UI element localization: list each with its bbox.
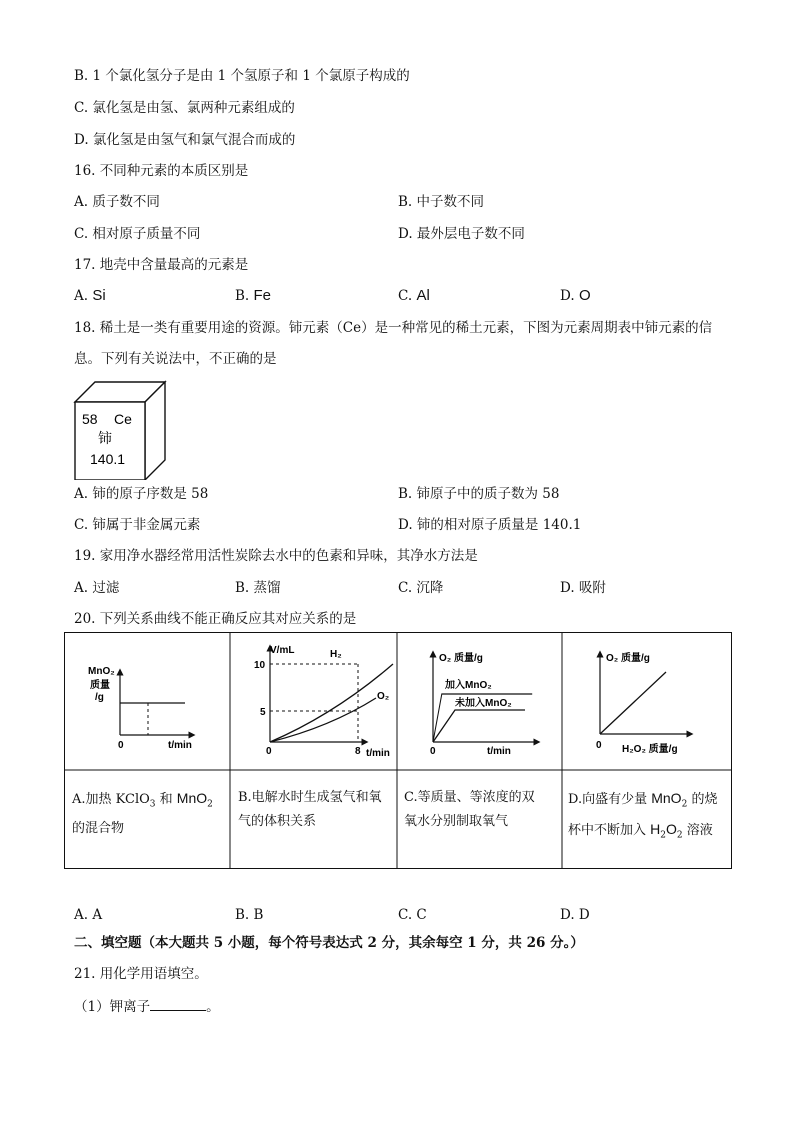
- q16-stem: 16. 不同种元素的本质区别是: [74, 163, 249, 179]
- svg-text:未加入MnO₂: 未加入MnO₂: [455, 698, 512, 709]
- svg-text:H₂: H₂: [330, 649, 342, 660]
- element-symbol: Ce: [114, 411, 132, 427]
- q21-stem: 21. 用化学用语填空。: [74, 966, 208, 982]
- svg-text:0: 0: [118, 740, 124, 751]
- graph-c-line-without-mno2: [433, 710, 525, 742]
- graph-c-caption: C.等质量、等浓度的双 氧水分别制取氧气: [404, 790, 535, 829]
- svg-text:0: 0: [596, 740, 602, 751]
- q18-stem-line2: 息。下列有关说法中，不正确的是: [74, 351, 277, 367]
- q17-stem: 17. 地壳中含量最高的元素是: [74, 257, 249, 273]
- element-number: 58: [82, 411, 98, 427]
- q21-part1: （1）钾离子 。: [74, 999, 220, 1015]
- answer-blank[interactable]: [150, 998, 206, 1011]
- q15-option-c: C. 氯化氢是由氢、氯两种元素组成的: [74, 100, 295, 116]
- q19-option-d: D. 吸附: [560, 580, 606, 596]
- q16-option-a: A. 质子数不同: [74, 194, 160, 210]
- graph-b-h2-curve: [270, 664, 393, 742]
- q17-option-a: A. Si: [74, 287, 106, 304]
- q16-option-b: B. 中子数不同: [398, 194, 485, 210]
- svg-text:t/min: t/min: [487, 746, 511, 757]
- svg-text:/g: /g: [95, 692, 104, 703]
- svg-text:V/mL: V/mL: [270, 645, 295, 656]
- q19-option-b: B. 蒸馏: [235, 580, 281, 596]
- q20-option-d: D. D: [560, 907, 590, 923]
- q18-option-d: D. 铈的相对原子质量是 140.1: [398, 517, 582, 533]
- q20-option-a: A. A: [74, 907, 103, 923]
- svg-text:t/min: t/min: [366, 748, 390, 759]
- q16-option-d: D. 最外层电子数不同: [398, 226, 525, 242]
- svg-text:O₂ 质量/g: O₂ 质量/g: [439, 653, 483, 664]
- svg-text:加入MnO₂: 加入MnO₂: [445, 680, 492, 691]
- svg-text:t/min: t/min: [168, 740, 192, 751]
- cerium-element-cube: [70, 380, 170, 480]
- graph-d: [562, 632, 732, 770]
- q17-option-d: D. O: [560, 287, 591, 304]
- svg-text:质量: 质量: [90, 680, 110, 691]
- q18-option-c: C. 铈属于非金属元素: [74, 517, 201, 533]
- svg-text:0: 0: [266, 746, 272, 757]
- section2-title: 二、填空题（本大题共 5 小题，每个符号表达式 2 分，其余每空 1 分，共 26 分。）: [74, 935, 584, 951]
- graph-a-caption: A.加热 KClO$_3$ 和 MnO$_2$ 的混合物: [72, 790, 213, 836]
- q15-option-d: D. 氯化氢是由氢气和氯气混合而成的: [74, 132, 296, 148]
- svg-text:O₂ 质量/g: O₂ 质量/g: [606, 653, 650, 664]
- q15-option-b: B. 1 个氯化氢分子是由 1 个氢原子和 1 个氯原子构成的: [74, 68, 410, 84]
- element-mass: 140.1: [90, 451, 126, 467]
- graph-b: [230, 632, 397, 770]
- svg-text:O₂: O₂: [377, 691, 390, 702]
- svg-text:5: 5: [260, 707, 266, 718]
- svg-text:MnO₂: MnO₂: [88, 666, 115, 677]
- svg-text:H₂O₂ 质量/g: H₂O₂ 质量/g: [622, 744, 678, 755]
- q18-option-b: B. 铈原子中的质子数为 58: [398, 486, 560, 502]
- q16-option-c: C. 相对原子质量不同: [74, 226, 201, 242]
- q17-option-c: C. Al: [398, 287, 430, 304]
- element-name: 铈: [98, 430, 112, 446]
- q17-option-b: B. Fe: [235, 287, 272, 304]
- graph-a: [64, 632, 230, 770]
- svg-text:0: 0: [430, 746, 436, 757]
- graph-d-caption: D.向盛有少量 MnO$_2$ 的烧 杯中不断加入 $H_2O_2$ 溶液: [568, 790, 718, 841]
- q18-option-a: A. 铈的原子序数是 58: [74, 486, 209, 502]
- graph-b-caption: B.电解水时生成氢气和氧 气的体积关系: [238, 790, 382, 829]
- q20-stem: 20. 下列关系曲线不能正确反应其对应关系的是: [74, 611, 357, 627]
- q20-option-c: C. C: [398, 907, 427, 923]
- q19-stem: 19. 家用净水器经常用活性炭除去水中的色素和异味，其净水方法是: [74, 548, 478, 564]
- svg-text:10: 10: [254, 660, 266, 671]
- graph-c: [397, 632, 562, 770]
- svg-text:8: 8: [355, 746, 361, 757]
- q19-option-c: C. 沉降: [398, 580, 444, 596]
- q19-option-a: A. 过滤: [74, 580, 120, 596]
- q18-stem-line1: 18. 稀土是一类有重要用途的资源。铈元素（Ce）是一种常见的稀土元素，下图为元素周期表中铈元素的信: [74, 320, 713, 336]
- q20-option-b: B. B: [235, 907, 264, 923]
- graph-d-line: [600, 672, 666, 734]
- q20-graph-table: [64, 632, 732, 869]
